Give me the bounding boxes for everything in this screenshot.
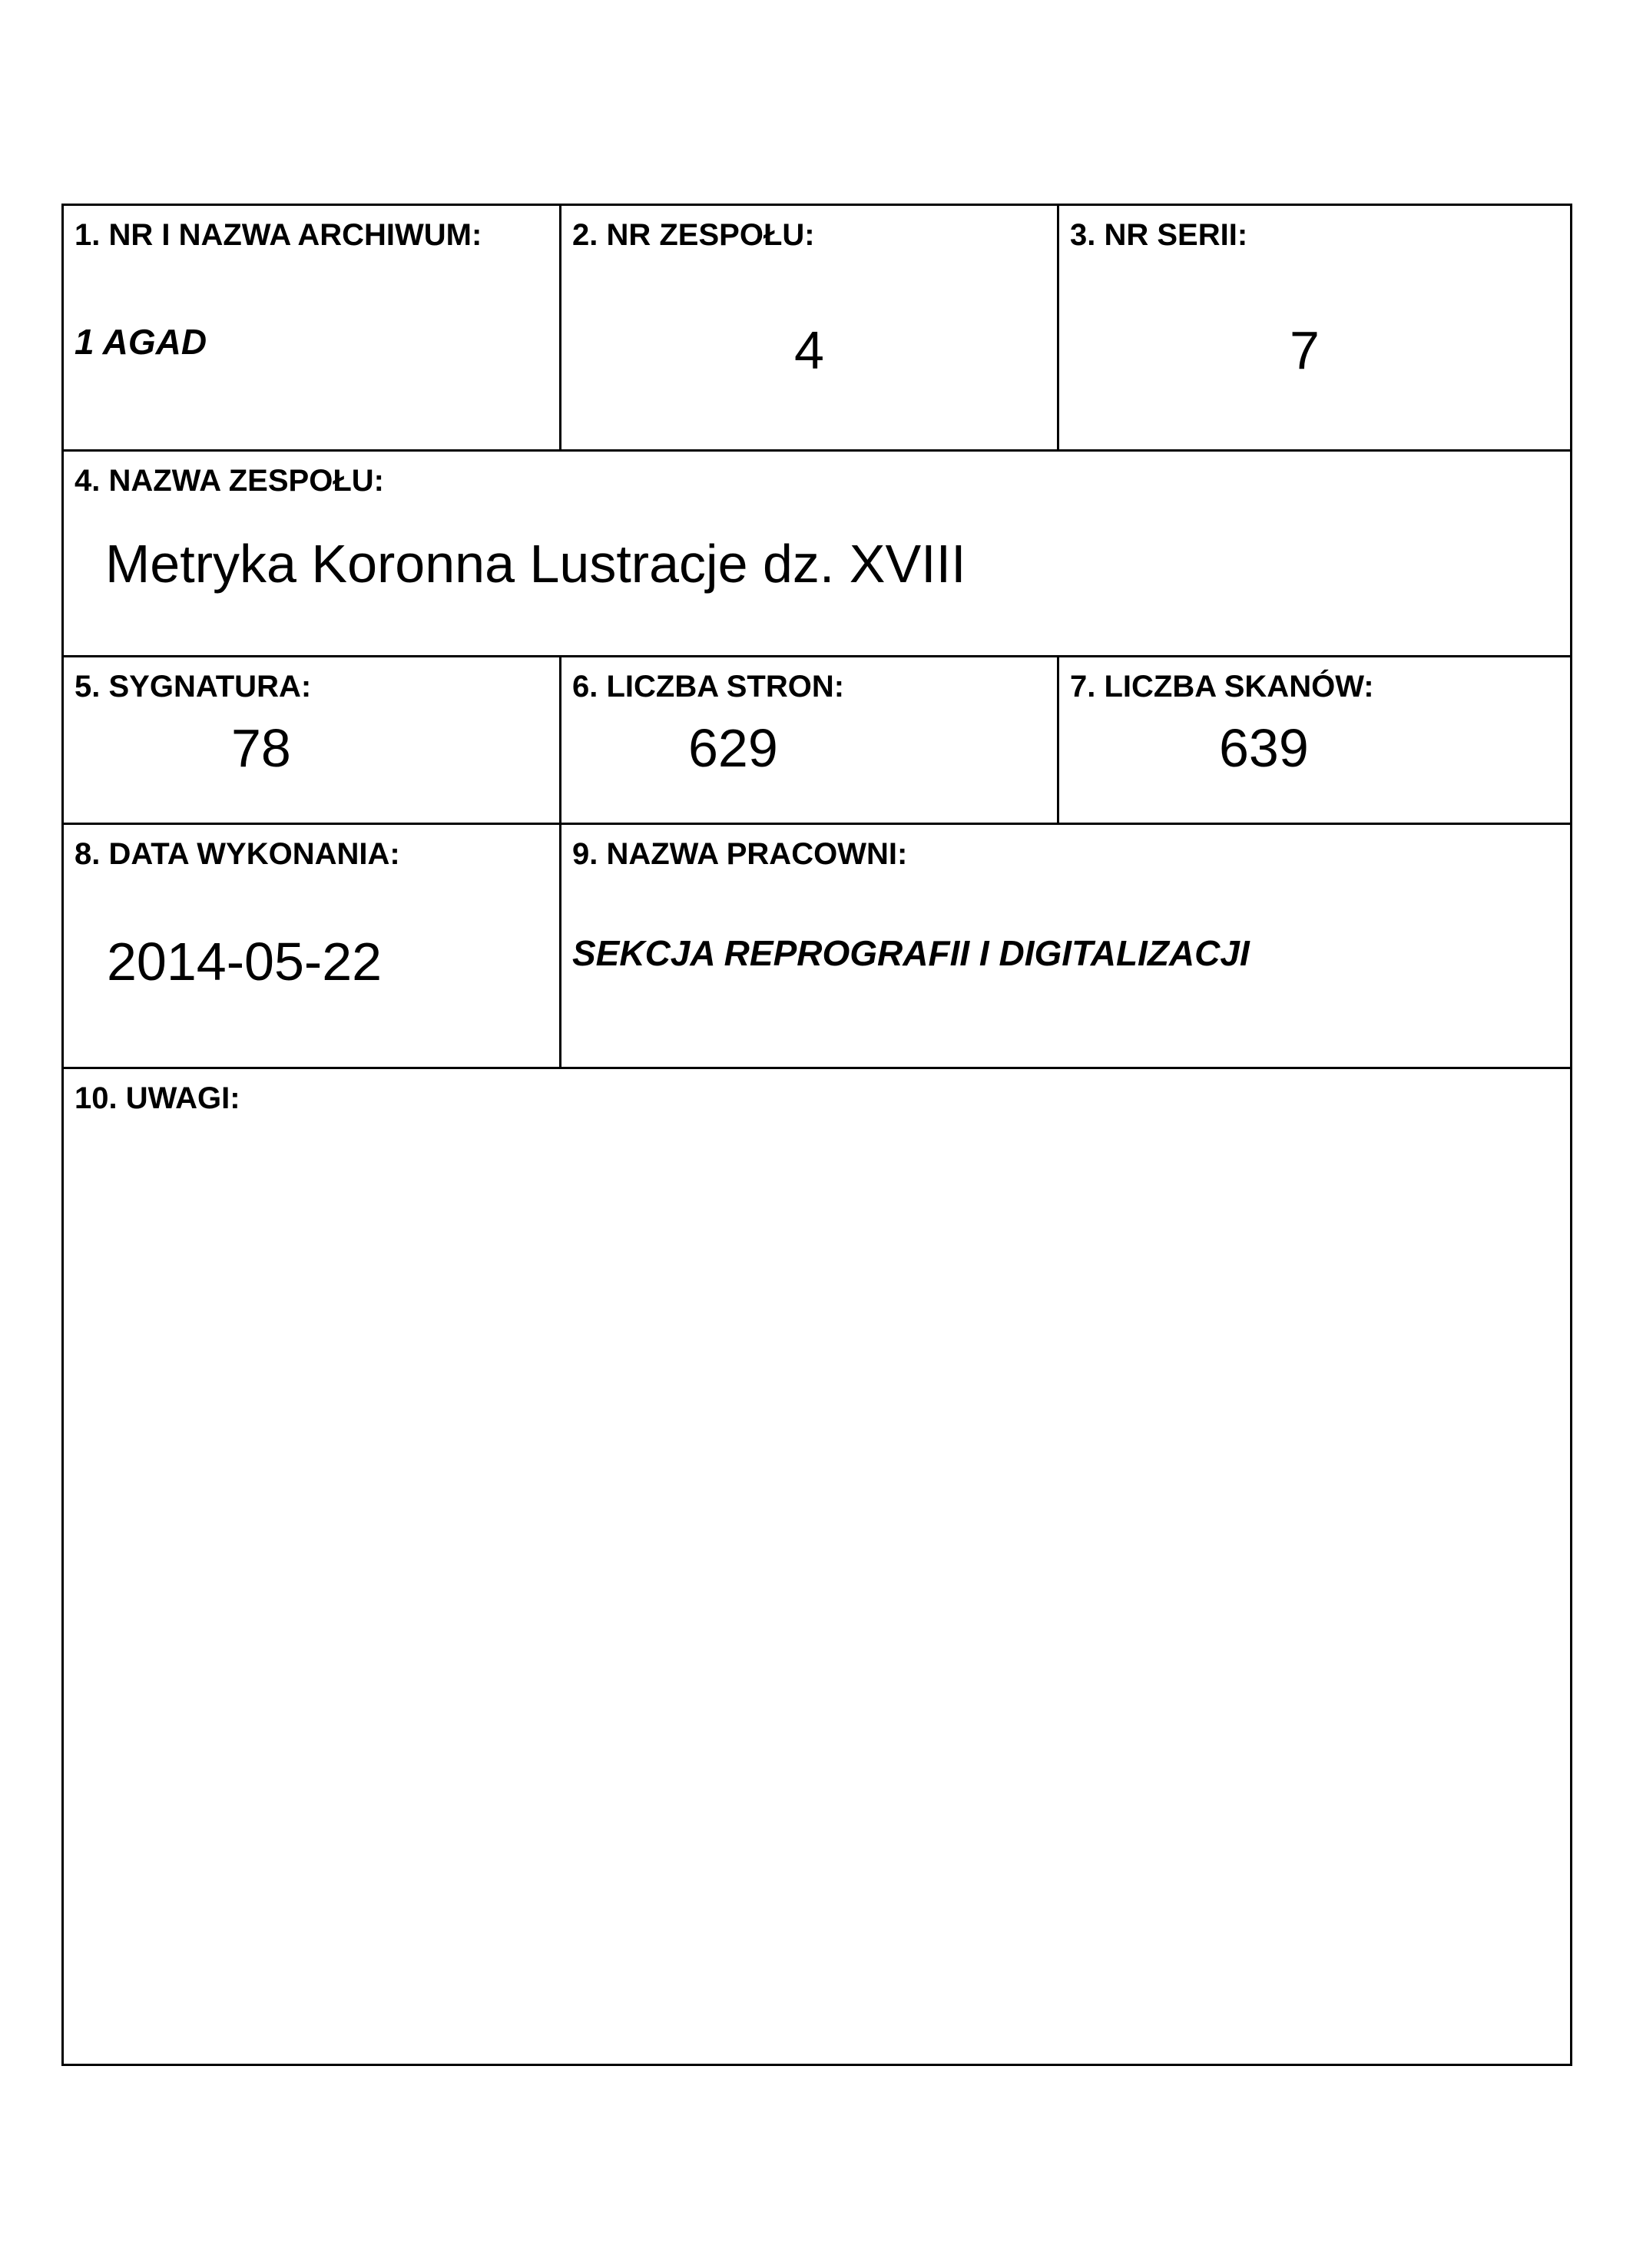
date-label: 8. DATA WYKONANIA: bbox=[75, 837, 400, 871]
series-no-label: 3. NR SERII: bbox=[1070, 218, 1248, 252]
date-value: 2014-05-22 bbox=[107, 932, 383, 992]
series-no-cell bbox=[1057, 206, 1570, 449]
workshop-cell bbox=[559, 823, 1570, 1067]
workshop-label: 9. NAZWA PRACOWNI: bbox=[572, 837, 908, 871]
fonds-no-label: 2. NR ZESPOŁU: bbox=[572, 218, 815, 252]
archive-value: 1 AGAD bbox=[75, 322, 207, 362]
signature-value: 78 bbox=[231, 718, 291, 778]
notes-label: 10. UWAGI: bbox=[75, 1081, 240, 1115]
page-count-value: 629 bbox=[688, 718, 778, 778]
fonds-name-label: 4. NAZWA ZESPOŁU: bbox=[75, 464, 384, 498]
series-no-value: 7 bbox=[1290, 320, 1320, 380]
scan-count-label: 7. LICZBA SKANÓW: bbox=[1070, 670, 1374, 704]
archive-label: 1. NR I NAZWA ARCHIWUM: bbox=[75, 218, 482, 252]
signature-cell bbox=[64, 655, 559, 823]
archive-cell bbox=[64, 206, 559, 449]
notes-cell bbox=[64, 1067, 1570, 2064]
fonds-no-cell bbox=[559, 206, 1057, 449]
scan-count-value: 639 bbox=[1219, 718, 1309, 778]
signature-label: 5. SYGNATURA: bbox=[75, 670, 312, 704]
date-cell bbox=[64, 823, 559, 1067]
fonds-no-value: 4 bbox=[794, 320, 824, 380]
fonds-name-cell bbox=[64, 449, 1570, 655]
metadata-form bbox=[61, 204, 1572, 2066]
fonds-name-value: Metryka Koronna Lustracje dz. XVIII bbox=[105, 534, 966, 594]
page-count-label: 6. LICZBA STRON: bbox=[572, 670, 845, 704]
scan-count-cell bbox=[1057, 655, 1570, 823]
page-count-cell bbox=[559, 655, 1057, 823]
workshop-value: SEKCJA REPROGRAFII I DIGITALIZACJI bbox=[572, 933, 1250, 973]
